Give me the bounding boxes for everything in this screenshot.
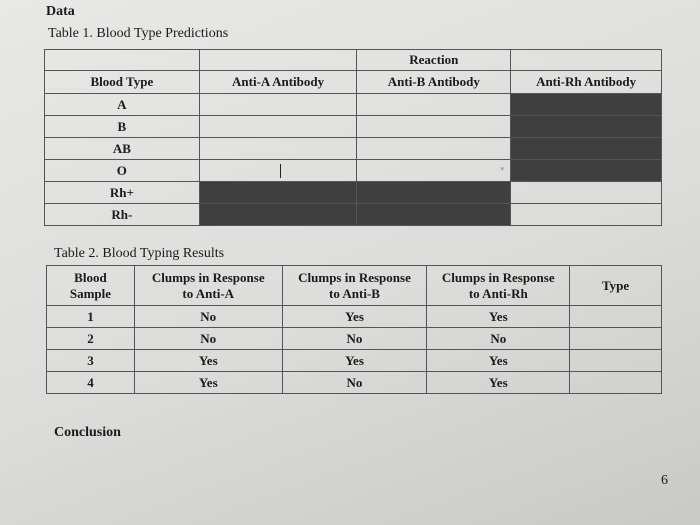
- input-cell[interactable]: [357, 94, 511, 116]
- table-row: [45, 94, 662, 116]
- input-cell[interactable]: [199, 94, 357, 116]
- input-cell[interactable]: [511, 204, 662, 226]
- shaded-cell: [357, 204, 511, 226]
- sample-cell: 1: [47, 306, 135, 328]
- table1-caption: Table 1. Blood Type Predictions: [48, 26, 229, 41]
- type-input-cell[interactable]: [570, 372, 662, 394]
- conclusion-label: Conclusion: [54, 425, 121, 440]
- row-label: O: [45, 160, 200, 182]
- input-cell[interactable]: [357, 138, 511, 160]
- section-title: Data: [46, 4, 75, 19]
- table1-header-blood-type: Blood Type: [45, 71, 200, 94]
- input-cell[interactable]: [511, 182, 662, 204]
- anti-rh-cell: Yes: [427, 372, 570, 394]
- reaction-group-header: Reaction: [357, 50, 511, 71]
- header-line: Clumps in Response: [298, 269, 411, 285]
- table-row: [47, 328, 662, 350]
- header-line: Sample: [69, 285, 112, 301]
- anti-a-cell: No: [134, 306, 282, 328]
- anti-b-cell: No: [282, 328, 427, 350]
- anti-a-cell: No: [134, 328, 282, 350]
- sample-cell: 3: [47, 350, 135, 372]
- row-label: AB: [45, 138, 200, 160]
- table-row: [47, 350, 662, 372]
- anti-rh-cell: Yes: [427, 306, 570, 328]
- text-cursor: [280, 164, 281, 178]
- table-row: [45, 204, 662, 226]
- anti-b-cell: No: [282, 372, 427, 394]
- table-row: [45, 182, 662, 204]
- table2-caption: Table 2. Blood Typing Results: [54, 246, 225, 261]
- header-line: Clumps in Response: [151, 269, 265, 285]
- table1-header-anti-rh: Anti-Rh Antibody: [511, 71, 662, 94]
- header-line: to Anti-A: [182, 285, 235, 301]
- shaded-cell: [199, 204, 357, 226]
- header-line: to Anti-Rh: [468, 285, 528, 301]
- table-row: [45, 116, 662, 138]
- table2-header-sample: [47, 266, 135, 306]
- type-input-cell[interactable]: [570, 306, 662, 328]
- dropdown-caret-icon[interactable]: ▾: [500, 165, 504, 173]
- table1-top-cell: [199, 50, 357, 71]
- row-label: B: [45, 116, 200, 138]
- row-label: Rh-: [45, 204, 200, 226]
- table1-header-anti-a: Anti-A Antibody: [199, 71, 357, 94]
- shaded-cell: [357, 182, 511, 204]
- header-line: Blood: [74, 269, 107, 285]
- table1-corner-cell: [45, 50, 200, 71]
- table-row: [45, 138, 662, 160]
- shaded-cell: [511, 160, 662, 182]
- sample-cell: 2: [47, 328, 135, 350]
- table2-header-type: Type: [570, 266, 662, 306]
- anti-rh-cell: No: [427, 328, 570, 350]
- shaded-cell: [511, 94, 662, 116]
- page-number: 6: [661, 473, 668, 488]
- anti-rh-cell: Yes: [427, 350, 570, 372]
- blood-typing-results-table: [46, 265, 662, 394]
- anti-a-cell: Yes: [134, 372, 282, 394]
- table2-header-row: [47, 266, 662, 306]
- input-cell[interactable]: [199, 160, 357, 182]
- table2-header-anti-b: [282, 266, 427, 306]
- table-row: [45, 160, 662, 182]
- input-cell[interactable]: [199, 138, 357, 160]
- header-line: to Anti-B: [329, 285, 380, 301]
- anti-b-cell: Yes: [282, 350, 427, 372]
- header-line: Clumps in Response: [441, 269, 555, 285]
- table2-header-anti-a: [134, 266, 282, 306]
- type-input-cell[interactable]: [570, 350, 662, 372]
- table1-header-anti-b: Anti-B Antibody: [357, 71, 511, 94]
- shaded-cell: [199, 182, 357, 204]
- input-cell[interactable]: [357, 160, 511, 182]
- table-row: [47, 372, 662, 394]
- shaded-cell: [511, 138, 662, 160]
- input-cell[interactable]: [199, 116, 357, 138]
- anti-b-cell: Yes: [282, 306, 427, 328]
- table-row: [47, 306, 662, 328]
- table1-top-cell: [511, 50, 662, 71]
- row-label: A: [45, 94, 200, 116]
- shaded-cell: [511, 116, 662, 138]
- row-label: Rh+: [45, 182, 200, 204]
- sample-cell: 4: [47, 372, 135, 394]
- blood-type-predictions-table: [44, 49, 662, 226]
- type-input-cell[interactable]: [570, 328, 662, 350]
- input-cell[interactable]: [357, 116, 511, 138]
- table2-header-anti-rh: [427, 266, 570, 306]
- anti-a-cell: Yes: [134, 350, 282, 372]
